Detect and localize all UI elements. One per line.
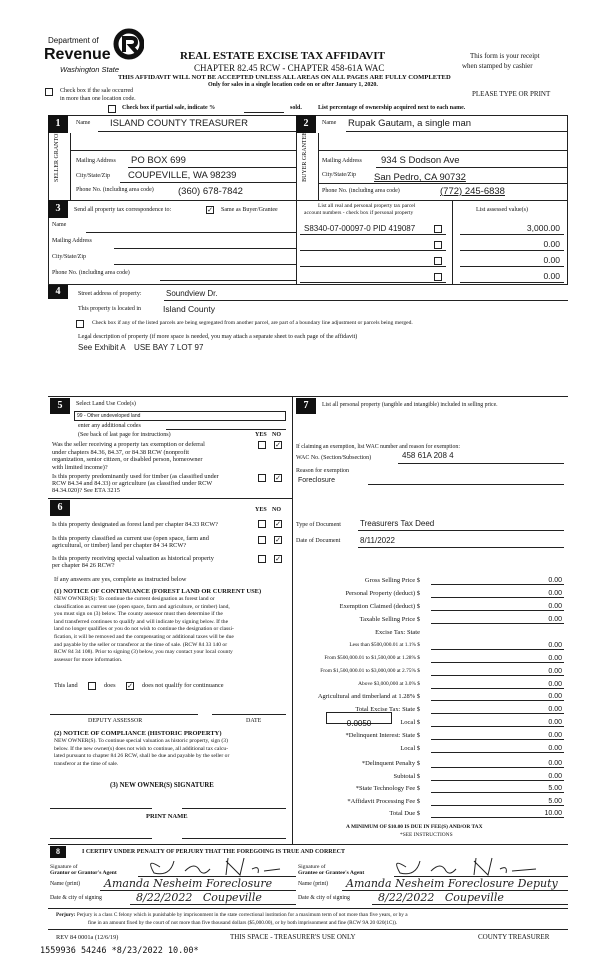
owner-signature-line[interactable] xyxy=(182,808,286,809)
tax-row-value[interactable]: 10.00 xyxy=(431,810,564,818)
tax-row xyxy=(296,628,568,640)
tax-row xyxy=(296,784,568,796)
receipt-note-2: when stamped by cashier xyxy=(462,62,533,70)
notice-line: lated pursuant to chapter 84 26 RCW, shall be due and payable by the seller or xyxy=(54,753,230,760)
does-not-qualify-checkbox[interactable]: ✓ xyxy=(127,682,133,690)
parcel-line xyxy=(300,234,446,235)
new-owner-signature-label: (3) NEW OWNER(S) SIGNATURE xyxy=(110,782,214,789)
located-in-label: This property is located in xyxy=(78,306,141,312)
form-title: REAL ESTATE EXCISE TAX AFFIDAVIT xyxy=(180,50,385,62)
additional-codes-field[interactable] xyxy=(166,429,286,430)
divider xyxy=(452,200,453,285)
field-line xyxy=(358,530,564,531)
washington-state: Washington State xyxy=(60,65,120,74)
tax-row-label: *Delinquent Penalty $ xyxy=(361,760,420,767)
legal-description[interactable]: See Exhibit A USE BAY 7 LOT 97 xyxy=(78,343,204,352)
street-address-label: Street address of property: xyxy=(78,291,142,297)
segregated-checkbox[interactable] xyxy=(76,320,84,328)
q-line: Is this property receiving special valuation as historical property xyxy=(52,555,214,562)
tax-row xyxy=(296,680,568,692)
tax-row-label: Taxable Selling Price $ xyxy=(359,616,420,623)
notice-line: land transferred continues to qualify and will indicate by signing below. If the xyxy=(54,618,229,625)
yes-header: YES xyxy=(255,507,267,513)
timber-no-checkbox[interactable]: ✓ xyxy=(275,474,281,482)
section-number-3: 3 xyxy=(48,200,68,218)
notice-line: you must sign on (3) below. The county assessor must then determine if the xyxy=(54,611,223,618)
correspondence-city-label: City/State/Zip xyxy=(52,254,86,260)
tax-row-label: Total Due $ xyxy=(389,810,420,817)
q-line: agricultural, or timber) land per chapter 84 34 RCW? xyxy=(52,542,187,549)
tax-row-value[interactable]: 0.00 xyxy=(431,773,564,781)
land-use-label: Select Land Use Code(s) xyxy=(76,401,136,407)
section-number-6: 6 xyxy=(50,500,70,516)
forest-question: Is this property designated as forest land per chapter 84.33 RCW? xyxy=(52,521,218,528)
receipt-note-1: This form is your receipt xyxy=(470,52,540,60)
personal-property-checkbox[interactable] xyxy=(434,257,442,265)
notice-line: classification as current use (open space, farm and agriculture, or timber) land, xyxy=(54,603,230,610)
grantor-signature-label xyxy=(50,864,117,876)
tax-row-value[interactable]: 0.00 xyxy=(431,642,564,650)
section-number-2: 2 xyxy=(296,115,316,133)
buyer-phone-label: Phone No. (including area code) xyxy=(322,188,400,194)
current-use-no-checkbox[interactable]: ✓ xyxy=(275,536,281,544)
section-number-1: 1 xyxy=(48,115,68,133)
tax-row-label: Gross Selling Price $ xyxy=(364,577,420,584)
timber-question xyxy=(52,473,219,494)
tax-row-label: Less than $500,000.01 at 1.1% $ xyxy=(349,642,420,648)
local-rate: 0.0050 xyxy=(346,719,372,728)
tax-row xyxy=(296,602,568,614)
seller-city[interactable]: COUPEVILLE, WA 98239 xyxy=(128,170,237,181)
label-line: Signature of xyxy=(298,864,326,870)
historic-no-checkbox[interactable]: ✓ xyxy=(275,555,281,563)
q-line: RCW 84.34 and 84.33) or agriculture (as classified under RCW xyxy=(52,480,213,487)
notice-line: and payable by the seller or transferor at the time of sale. (RCW 84 33 140 or xyxy=(54,641,228,648)
tax-row-value[interactable]: 0.00 xyxy=(431,577,564,585)
parcel-number[interactable]: S8340-07-00097-0 PID 419087 xyxy=(304,224,416,233)
forest-yes-checkbox[interactable] xyxy=(258,520,266,528)
revenue-wordmark: Revenue xyxy=(44,46,111,63)
parcel-line xyxy=(300,282,446,283)
buyer-address-label: Mailing Address xyxy=(322,158,362,164)
tax-row-label: From $1,500,000.01 to $3,000,000 at 2.75% $ xyxy=(320,668,420,674)
tax-row-label: Above $3,000,000 at 3.0% $ xyxy=(358,681,420,687)
tax-row-label: Total Excise Tax: State $ xyxy=(355,706,420,713)
value-line xyxy=(460,234,564,235)
tax-row-value[interactable]: 5.00 xyxy=(431,798,564,806)
personal-property-checkbox[interactable] xyxy=(434,225,442,233)
value-line xyxy=(460,282,564,283)
value-line xyxy=(460,266,564,267)
historic-yes-checkbox[interactable] xyxy=(258,555,266,563)
q-line: Was the seller receiving a property tax exemption or deferral xyxy=(52,441,205,448)
field-line xyxy=(70,150,296,151)
tax-row xyxy=(296,641,568,653)
assessor-date-line[interactable] xyxy=(212,714,286,715)
exemption-reason[interactable]: Foreclosure xyxy=(298,477,335,484)
exemption-intro: If claiming an exemption, list WAC number and reason for exemption: xyxy=(296,444,460,450)
notice-line: land no longer qualifies or you do not wish to continue the designation or classi- xyxy=(54,626,234,633)
tax-row-label: Excise Tax: State xyxy=(375,629,420,636)
seller-grantor-label: SELLER GRANTOR xyxy=(54,129,60,182)
if-any-yes: If any answers are yes, complete as instructed below xyxy=(54,576,187,583)
label-line: Grantee or Grantee's Agent xyxy=(298,870,365,876)
tax-row xyxy=(296,797,568,809)
buyer-city[interactable]: San Pedro, CA 90732 xyxy=(374,172,466,183)
dept-of: Department of xyxy=(48,36,99,45)
tax-row-value[interactable]: 0.00 xyxy=(431,668,564,676)
seller-address-label: Mailing Address xyxy=(76,158,116,164)
notice-continuance-text xyxy=(54,596,234,664)
timber-yes-checkbox[interactable] xyxy=(258,474,266,482)
tax-row-value[interactable]: 0.00 xyxy=(431,616,564,624)
tax-row-value[interactable]: 0.00 xyxy=(431,719,564,727)
same-as-buyer-checkbox[interactable]: ✓ xyxy=(207,206,213,214)
forest-no-checkbox[interactable]: ✓ xyxy=(275,520,281,528)
seller-city-label: City/State/Zip xyxy=(76,173,110,179)
tax-row-label: Agricultural and timberland at 1.28% $ xyxy=(317,693,420,700)
tax-row xyxy=(296,744,568,756)
yes-header: YES xyxy=(255,432,267,438)
tax-correspondence-label: Send all property tax correspondence to: xyxy=(74,207,172,213)
street-address[interactable]: Soundview Dr. xyxy=(166,289,218,298)
tax-row xyxy=(296,772,568,784)
label-line: Signature of xyxy=(50,864,78,870)
county-treasurer: COUNTY TREASURER xyxy=(478,933,550,941)
tax-row xyxy=(296,731,568,743)
notice-line: assessor for more information. xyxy=(54,656,123,663)
assessed-value[interactable]: 0.00 xyxy=(543,239,560,249)
parcel-header-2: account numbers - check box if personal property xyxy=(304,210,414,216)
correspondence-phone-label: Phone No. (including area code) xyxy=(52,270,130,276)
parcel-line xyxy=(300,250,446,251)
notice-line: fication, it will be removed and the compensating or additional taxes will be due xyxy=(54,633,234,640)
grantee-signature-label xyxy=(298,864,364,876)
field-line xyxy=(398,463,564,464)
q-line: Is this property classified as current use (open space, farm and xyxy=(52,535,209,542)
field-line xyxy=(98,131,296,132)
seller-phone[interactable]: (360) 678-7842 xyxy=(178,186,243,197)
multi-location-label-1: Check box if the sale occurred xyxy=(60,88,134,94)
field-line xyxy=(164,300,568,301)
parcel-header-1: List all real and personal property tax parcel xyxy=(318,203,416,209)
date-label: DATE xyxy=(246,718,262,724)
tax-row-label: *State Technology Fee $ xyxy=(355,785,420,792)
parcel-line xyxy=(300,266,446,267)
notice-continuance-title: (1) NOTICE OF CONTINUANCE (FOREST LAND OR CURRENT USE) xyxy=(54,588,262,595)
legal-description-label: Legal description of property (if more space is needed, you may attach a separate sheet to each page of the affidavit) xyxy=(78,334,358,340)
form-revision: REV 84 0001a (12/6/19) xyxy=(56,934,119,941)
tax-row-label: From $500,000.01 to $1,500,000 at 1.28% $ xyxy=(324,655,420,661)
q-line: under chapters 84.36, 84.37, or 84.38 RCW (nonprofit xyxy=(52,448,189,456)
q-line: organization, senior citizen, or disabled person, homeowner xyxy=(52,456,203,463)
does-not-qualify-label: does not qualify for continuance xyxy=(142,682,224,689)
document-date-label: Date of Document xyxy=(296,538,341,544)
divider xyxy=(48,908,568,909)
current-use-question xyxy=(52,535,209,549)
notice-line: NEW OWNER(S). To continue special valuation as historic property, sign (3) xyxy=(54,738,228,744)
minimum-due-note: A MINIMUM OF $10.00 IS DUE IN FEE(S) AND/OR TAX xyxy=(346,824,483,830)
tax-row xyxy=(296,576,568,588)
print-name-line[interactable] xyxy=(182,838,286,839)
tax-row-value[interactable]: 5.00 xyxy=(431,785,564,793)
print-name-line[interactable] xyxy=(50,838,152,839)
divider xyxy=(48,844,568,845)
tax-row-value[interactable]: 0.00 xyxy=(431,693,564,701)
tax-row xyxy=(296,809,568,821)
tax-row-value[interactable]: 0.00 xyxy=(431,706,564,714)
perjury-line: fine in an amount fixed by the court of not more than five thousand dollars ($5,000.00), or by both imprisonment and fine (RCW 9A 20 020(1C)). xyxy=(88,920,398,926)
tax-row xyxy=(296,667,568,679)
tax-row-value[interactable]: 0.00 xyxy=(431,681,564,689)
tax-row-value[interactable]: 0.00 xyxy=(431,732,564,740)
please-type: PLEASE TYPE OR PRINT xyxy=(472,90,551,98)
buyer-address[interactable]: 934 S Dodson Ave xyxy=(381,155,460,166)
seller-phone-label: Phone No. (including area code) xyxy=(76,187,154,193)
partial-sale-checkbox[interactable] xyxy=(108,105,116,113)
notice-line: NEW OWNER(S): To continue the current designation as forest land or xyxy=(54,596,215,602)
dor-r-logo-icon xyxy=(112,28,144,60)
section-number-7: 7 xyxy=(296,398,316,414)
q-line: per chapter 84 26 RCW? xyxy=(52,562,115,569)
tax-row-label: Local $ xyxy=(400,745,420,752)
county[interactable]: Island County xyxy=(163,304,215,314)
assessed-value-header: List assessed value(s) xyxy=(476,207,528,213)
owner-signature-line[interactable] xyxy=(50,808,152,809)
field-line xyxy=(358,547,564,548)
personal-property-checkbox[interactable] xyxy=(434,273,442,281)
deputy-assessor-label: DEPUTY ASSESSOR xyxy=(88,718,143,724)
grantee-date-city[interactable]: 8/22/2022 Coupeville xyxy=(378,891,504,904)
divider xyxy=(292,396,293,844)
correspondence-phone-field[interactable] xyxy=(160,280,296,281)
location-note: Only for sales in a single location code on or after January 1, 2020. xyxy=(208,82,378,88)
field-line xyxy=(318,150,568,151)
correspondence-name-label: Name xyxy=(52,222,67,228)
field-line xyxy=(128,167,296,168)
current-use-yes-checkbox[interactable] xyxy=(258,536,266,544)
personal-property-checkbox[interactable] xyxy=(434,241,442,249)
tax-row-label: Local $ xyxy=(400,719,420,726)
grantee-name-label: Name (print) xyxy=(298,881,329,887)
wac-label: WAC No. (Section/Subsection) xyxy=(296,455,372,461)
grantor-date-label: Date & city of signing xyxy=(50,895,102,901)
label-line: Grantor or Grantor's Agent xyxy=(50,870,117,876)
receipt-stamp: 1559936 54246 *8/23/2022 10.00* xyxy=(40,946,199,956)
value-line xyxy=(460,250,564,251)
perjury-label: Perjury: xyxy=(56,912,76,918)
land-use-select[interactable] xyxy=(74,411,286,421)
exemption-question xyxy=(52,441,205,471)
tax-row xyxy=(296,589,568,601)
document-type[interactable]: Treasurers Tax Deed xyxy=(360,519,435,528)
sold-label: sold. xyxy=(290,105,302,111)
tax-row xyxy=(296,759,568,771)
does-label: does xyxy=(104,682,116,689)
grantor-name-label: Name (print) xyxy=(50,881,81,887)
divider xyxy=(48,929,568,930)
perjury-notice xyxy=(56,911,408,927)
grantee-name[interactable]: Amanda Nesheim Foreclosure Deputy xyxy=(346,877,558,890)
seller-address[interactable]: PO BOX 699 xyxy=(131,155,186,166)
divider xyxy=(318,133,319,200)
additional-codes-label: enter any additional codes xyxy=(78,423,141,429)
notice-line: transferor at the time of sale. xyxy=(54,760,119,767)
notice-compliance-text xyxy=(54,738,229,768)
grantee-date-label: Date & city of signing xyxy=(298,895,350,901)
ownership-note: List percentage of ownership acquired next to each name. xyxy=(318,105,466,111)
tax-row-value[interactable]: 0.00 xyxy=(431,590,564,598)
tax-row-label: *Affidavit Processing Fee $ xyxy=(347,798,420,805)
tax-row xyxy=(296,692,568,704)
partial-sale-label: Check box if partial sale, indicate % xyxy=(122,105,216,111)
deputy-assessor-signature-line[interactable] xyxy=(50,714,198,715)
segregated-label: Check box if any of the listed parcels are being segregated from another parcel, are part of a boundary line adjustment or parcels being merged. xyxy=(92,320,413,326)
notice-line: below. If the new owner(s) does not wish to continue, all additional tax calcu- xyxy=(54,745,229,752)
tax-row-label: Personal Property (deduct) $ xyxy=(345,590,420,597)
grantor-name[interactable]: Amanda Nesheim Foreclosure xyxy=(104,877,273,890)
local-rate-box[interactable] xyxy=(326,712,392,728)
see-back-instructions: (See back of last page for instructions) xyxy=(78,432,171,438)
exemption-yes-checkbox[interactable] xyxy=(258,441,266,449)
exemption-no-checkbox[interactable]: ✓ xyxy=(275,441,281,449)
land-use-value: 99 - Other undeveloped land xyxy=(77,413,141,419)
reason-label: Reason for exemption xyxy=(296,468,349,474)
buyer-name[interactable]: Rupak Gautam, a single man xyxy=(348,118,472,129)
q-line: Is this property predominantly used for timber (as classified under xyxy=(52,473,219,480)
certify-statement: I CERTIFY UNDER PENALTY OF PERJURY THAT THE FOREGOING IS TRUE AND CORRECT xyxy=(82,849,345,855)
section-number-5: 5 xyxy=(50,398,70,414)
buyer-city-label: City/State/Zip xyxy=(322,172,356,178)
tax-row-label: Exemption Claimed (deduct) $ xyxy=(339,603,420,610)
no-header: NO xyxy=(272,432,281,438)
q-line: with limited income)? xyxy=(52,463,108,471)
divider xyxy=(48,200,568,201)
correspondence-address-field[interactable] xyxy=(114,248,296,249)
field-line xyxy=(120,182,296,183)
correspondence-address-label: Mailing Address xyxy=(52,238,92,244)
tax-row xyxy=(296,654,568,666)
section-number-4: 4 xyxy=(48,285,68,299)
this-land-label: This land xyxy=(54,682,78,689)
notice-line: RCW 84 34 108). Prior to signing (3) below, you may contact your local county xyxy=(54,649,233,656)
form-chapter: CHAPTER 82.45 RCW - CHAPTER 458-61A WAC xyxy=(194,63,385,73)
correspondence-name-field[interactable] xyxy=(86,232,296,233)
seller-name[interactable]: ISLAND COUNTY TREASURER xyxy=(110,118,248,129)
grantor-date-city[interactable]: 8/22/2022 Coupeville xyxy=(136,891,262,904)
field-line xyxy=(376,167,568,168)
perjury-line: Perjury is a class C felony which is punishable by imprisonment in the state correctional institution for a maximum term of not more than five years, or by a xyxy=(76,912,408,918)
same-as-buyer-label: Same as Buyer/Grantee xyxy=(221,207,278,213)
assessed-value[interactable]: 3,000.00 xyxy=(526,223,560,233)
buyer-name-label: Name xyxy=(322,120,337,126)
multi-location-label-2: in more than one location code. xyxy=(60,96,136,102)
assessed-value[interactable]: 0.00 xyxy=(543,271,560,281)
correspondence-city-field[interactable] xyxy=(114,264,296,265)
multi-location-checkbox[interactable] xyxy=(45,88,53,96)
section-number-8: 8 xyxy=(50,846,66,858)
tax-row-value[interactable]: 0.00 xyxy=(431,655,564,663)
tax-row-value[interactable]: 0.00 xyxy=(431,603,564,611)
document-type-label: Type of Document xyxy=(296,522,341,528)
tax-row-value[interactable]: 0.00 xyxy=(431,745,564,753)
field-line xyxy=(346,131,568,132)
print-name-label: PRINT NAME xyxy=(146,813,188,820)
treasurer-use-only: THIS SPACE - TREASURER'S USE ONLY xyxy=(230,933,356,941)
tax-row-value[interactable]: 0.00 xyxy=(431,760,564,768)
seller-name-label: Name xyxy=(76,120,91,126)
historic-question xyxy=(52,555,214,569)
field-line xyxy=(318,183,568,184)
q-line: 84.34.020)? See ETA 3215 xyxy=(52,487,120,494)
field-line xyxy=(130,904,296,905)
qualifies-checkbox[interactable] xyxy=(88,682,96,690)
divider xyxy=(70,133,71,200)
completion-warning: THIS AFFIDAVIT WILL NOT BE ACCEPTED UNLESS ALL AREAS ON ALL PAGES ARE FULLY COMPLETED xyxy=(118,74,451,81)
buyer-phone[interactable]: (772) 245-6838 xyxy=(440,186,505,197)
see-instructions: *SEE INSTRUCTIONS xyxy=(400,832,453,838)
divider xyxy=(48,396,568,397)
buyer-grantee-label: BUYER GRANTEE xyxy=(302,132,308,182)
wac-number[interactable]: 458 61A 208 4 xyxy=(402,451,454,460)
grantor-signature[interactable] xyxy=(140,857,290,877)
tax-row xyxy=(296,615,568,627)
tax-row-label: *Delinquent Interest: State $ xyxy=(345,732,420,739)
personal-property-label: List all personal property (tangible and intangible) included in selling price. xyxy=(322,402,498,408)
tax-row-label: Subtotal $ xyxy=(393,773,420,780)
notice-compliance-title: (2) NOTICE OF COMPLIANCE (HISTORIC PROPERTY) xyxy=(54,730,222,737)
assessed-value[interactable]: 0.00 xyxy=(543,255,560,265)
field-line xyxy=(368,484,564,485)
grantee-signature[interactable] xyxy=(386,857,546,877)
no-header: NO xyxy=(272,507,281,513)
divider xyxy=(48,498,292,499)
field-line xyxy=(372,904,568,905)
document-date[interactable]: 8/11/2022 xyxy=(360,536,395,545)
partial-pct-line[interactable] xyxy=(244,112,284,113)
